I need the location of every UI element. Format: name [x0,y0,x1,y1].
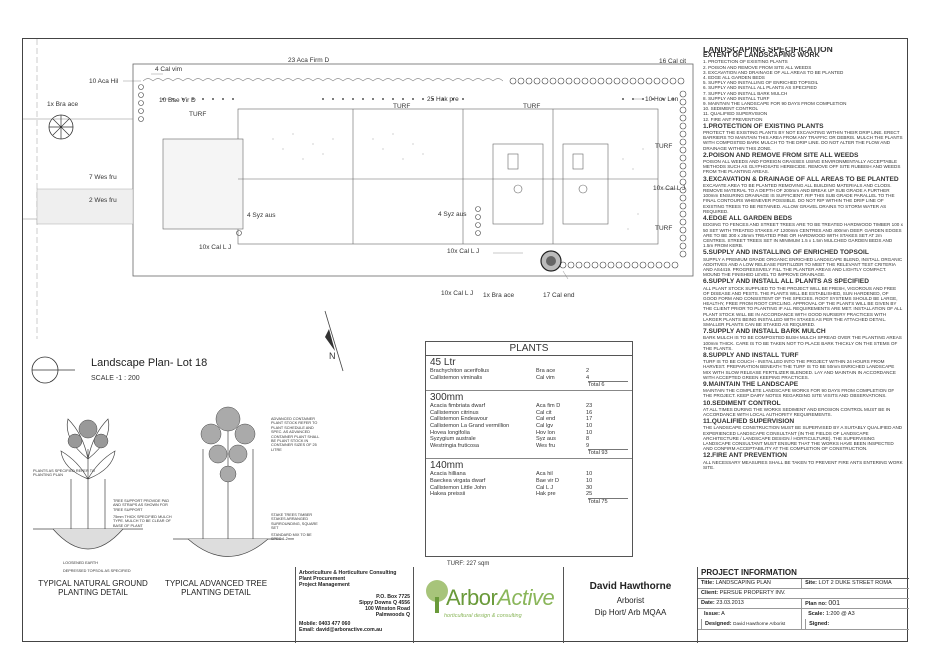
company-mobile: Mobile: 0403 477 060 [299,621,351,627]
plant-row: Westringia fruticosa Wes fru 9 [430,442,590,449]
extent-item: 8. SUPPLY AND INSTALL TURF [703,95,770,101]
extent-list [703,59,903,121]
spec-heading: 6.SUPPLY AND INSTALL ALL PLANTS AS SPECIFIED [703,278,869,286]
label-aca-hil: 10 Aca Hil [89,78,119,85]
project-row: Date: 23.03.2013 Plan no: 001 [698,599,909,609]
detail-note: DEPRESSED TOPSOIL AS SPECIFIED [63,569,131,573]
label-hov-lon: 10 Hov Lon [645,96,679,103]
detail-note: LOOSENED EARTH [63,561,98,565]
arborist-block [563,567,697,643]
spec-text: EDGING TO FENCES AND STREET TREES ARE TO BE TREATED HARDWOOD TIMBER 100 x 50 SET WITH TREATED STAKES AT 1200mm CENTRES AND 400mm DEEP. GARDEN EDGES ARE TO BE 300 x 25mm TREATED PINE OR HARDWOOD WITH STAKES SET AT 2m CENTRES. STREET TREES SET IN MINIMUM 1.5 x 1.5m MULCHED GARDEN BEDS AND 1.5m FROM KERB. [703,222,903,249]
extent-item: 3. EXCAVATION AND DRAINAGE OF ALL AREAS TO BE PLANTED [703,69,844,75]
spec-text: ALL PLANT STOCK SUPPLIED TO THE PROJECT WILL BE FRESH, VIGOROUS AND FREE OF DISEASE AND PESTS. THE PLANTS WILL BE ESTABLISHED, SUN HARDENED, OF GOOD FORM AND CONSISTENT OF THE SPECIES. ROOT SYSTEMS SHOULD BE LARGE, HEALTHY, FREE FROM ROOT CIRCLING. APPROVAL OF THE PLANTS WILL BE GIVEN BY THE CLIENT PRIOR TO PLANTING IF ALL REQUIREMENTS ARE MET. INSTALLATION OF ALL PLANT STOCK WILL BE IN ACCORDANCE WITH GOOD NURSERY PRACTICES WITH LARGER PLANTS BEING INSTALLED WITH STAKES AS PER THE ATTACHED DETAIL. SMALLER PLANTS CAN BE STAKED AS REQUIRED. [703,285,903,327]
spec-heading: 9.MAINTAIN THE LANDSCAPE [703,380,799,388]
company-line: Plant Procurement [299,576,346,582]
label-syz-aus-left: 4 Syz aus [247,212,276,219]
company-line: Arboriculture & Horticulture Consulting [299,570,397,576]
spec-text: AT ALL TIMES DURING THE WORKS SEDIMENT AND EROSION CONTROL MUST BE IN ACCORDANCE WITH LOCAL AUTHORITY REQUIREMENTS. [703,406,891,417]
plant-row: Brachychiton acerifolius Bra ace 2 [430,368,590,374]
address-line: 100 Winston Road [365,606,410,612]
label-bra-ace-left: 1x Bra ace [47,101,79,108]
detail-note: STANDARD MIX TO BE SPEC 1-2mm [271,533,312,542]
spec-title: LANDSCAPING SPECIFICATION [703,47,833,54]
extent-item: 5. SUPPLY AND INSTALLING OF ENRICHED TOPSOIL [703,80,819,86]
company-email: Email: david@arboractive.com.au [299,627,383,633]
extent-title: EXTENT OF LANDSCAPING WORK [703,52,820,60]
plant-group-45ltr [426,356,632,391]
detail-note: ADVANCED CONTAINER PLANT STOCK REFER TO PLANT SCHEDULE AND SPEC. AS ADVANCED CONTAINER PLANT SHALL BE PLANT STOCK IN CONTAINER SIZES OF 25 LITRE [271,417,320,452]
group-total: Total 6 [430,381,628,389]
company-line: Project Management [299,582,350,588]
group-total: Total 75 [430,498,628,506]
extent-item: 2. POISON AND REMOVE FROM SITE ALL WEEDS [703,64,812,70]
plan-scale: SCALE -1 : 200 [91,375,140,382]
extent-item: 9. MAINTAIN THE LANDSCAPE FOR 90 DAYS FROM COMPLETION [703,101,847,107]
extent-item: 7. SUPPLY AND INSTALL BARK MULCH [703,90,788,96]
plant-row: Callistemon Endeavour Cal end 17 [430,416,593,423]
natural-detail-caption: TYPICAL NATURAL GROUND PLANTING DETAIL [38,579,148,597]
label-syz-aus-right: 4 Syz aus [438,211,467,218]
spec-text: ALL NECESSARY MEASURES SHALL BE TAKEN TO PREVENT FIRE ANTS ENTERING WORK SITE. [703,459,903,470]
detail-note: STAKE TREES TIMBER STAKES ARRANGED SURROUNDING, SQUARE SET [271,513,318,531]
north-arrow [321,307,351,377]
label-turf: TURF [655,143,673,150]
label-turf: TURF [189,111,207,118]
spec-heading: 7.SUPPLY AND INSTALL BARK MULCH [703,328,826,336]
landscape-plan [23,39,703,339]
label-hak-pre: 25 Hak pre [427,96,459,103]
plant-row: Acacia fimbriata dwarf Aca fim D 23 [430,403,593,410]
label-bae-vir: 10 Bae Vir D [159,97,196,104]
label-cal-lj-bottom: 10x Cal L J [441,290,474,297]
extent-item: 6. SUPPLY AND INSTALL ALL PLANTS AS SPECIFIED [703,85,817,91]
project-information [697,567,909,643]
extent-item: 10. SEDIMENT CONTROL [703,106,759,112]
address-line: Palmwoods Q [375,612,410,618]
hedge-circles-top [510,78,684,84]
plant-row: Acacia hilliana Aca hil 10 [430,471,593,478]
plant-row: Hakea preissii Hak pre 25 [430,491,593,498]
spec-text: BARK MULCH IS TO BE COMPOSTED BUSH MULCH SPREAD OVER THE PLANTING AREAS 100mm THICK. CARE IS TO BE TAKEN NOT TO PLACE BARK THICKLY ON THE STEMS OF THE PLANTS. [703,335,902,351]
plant-row: Baeckea virgata dwarf Bae vir D 10 [430,477,593,484]
plant-group-300mm [426,391,632,459]
spec-text: POISON ALL WEEDS AND FOREIGN GRASSES USING ENVIRONMENTALLY ACCEPTABLE METHODS SUCH AS GLYPHOSATE HERBICIDE. REMOVE OFF SITE RUBBISH AND WEEDS FROM THE PLANTING AREAS. [703,159,901,175]
detail-note: PLANTS AS SPECIFIED REFER TO PLANTING PLAN [33,469,95,478]
landscaping-specification [703,47,903,565]
label-turf: TURF [523,103,541,110]
label-cal-lj-left: 10x Cal L J [199,244,232,251]
label-aca-firm: 23 Aca Firm D [288,57,330,64]
plant-row: Syzygium australe Syz aus 8 [430,436,590,443]
group-size: 140mm [430,460,464,472]
spec-heading: 2.POISON AND REMOVE FROM SITE ALL WEEDS [703,151,859,159]
extent-item: 1. PROTECTION OF EXISTING PLANTS [703,59,788,65]
label-turf: TURF [393,103,411,110]
spec-heading: 10.SEDIMENT CONTROL [703,399,781,407]
spec-text: MAINTAIN THE COMPLETE LANDSCAPE WORKS FOR 90 DAYS FROM COMPLETION OF THE PROJECT. KEEP DAIRY NOTES REGARDING SITE VISITS AND OBSERVATIONS. [703,388,895,399]
label-cal-vim: 4 Cal vim [155,66,183,73]
group-size: 45 Ltr [430,357,456,368]
label-cal-end: 17 Cal end [543,292,575,299]
label-wes-fru-2: 2 Wes fru [89,197,117,204]
detail-note: 75mm THICK SPECIFIED MULCH TYPE. MULCH TO BE CLEAR OF BASE OF PLANT [113,515,172,528]
tree-bra-ace-bottom [541,251,561,271]
plan-title: Landscape Plan- Lot 18 [91,357,208,369]
label-turf: TURF [655,225,673,232]
logo-block [413,567,563,643]
title-symbol [27,353,77,387]
detail-note: TREE SUPPORT PROVIDE PAD AND STRAPS AS SHOWN FOR TREE SUPPORT [113,499,170,512]
hedge-top [143,79,503,82]
arborist-quals: Dip Hort/ Arb MQAA [594,608,667,617]
group-total: Total 93 [430,449,628,457]
spec-heading: 4.EDGE ALL GARDEN BEDS [703,215,793,223]
extent-item: 12. FIRE ANT PREVENTION [703,116,763,122]
company-block [295,567,413,643]
north-label: N [329,351,336,361]
label-wes-fru-7: 7 Wes fru [89,174,117,181]
spec-text: SUPPLY A PREMIUM GRADE ORGANIC ENRICHED LANDSCAPE BLEND, INSTALL ORGANIC ADDITIVES AND A LOW RELEASE FERTILIZER TO MEET THE RELEVANT TEST CRITERIA AND AS4419. PROGRESSIVELY FILL THE PLANTER AREAS AND LIGHTLY COMPACT. MOUND THE FINISHED LEVEL TO IMPROVE DRAINAGE. [703,256,903,278]
plants-title: PLANTS [426,342,632,356]
advanced-detail-caption: TYPICAL ADVANCED TREE PLANTING DETAIL [164,579,268,597]
logo-tagline: horticultural design & consulting [444,613,522,619]
label-cal-lj-right: 10x Cal L J [653,185,686,192]
project-row: Issue: A Designed: David Hawthorne Arborist Scale: 1:200 @ A3 Signed: [698,609,909,630]
spec-heading: 5.SUPPLY AND INSTALLING OF ENRICHED TOPSOIL [703,249,869,257]
plant-row: Callistemon viminalis Cal vim 4 [430,374,590,381]
arborist-role: Arborist [616,596,645,605]
label-cal-cit: 16 Cal cit [659,58,687,65]
drawing-sheet [22,38,908,642]
spec-heading: 3.EXCAVATION & DRAINAGE OF ALL AREAS TO BE PLANTED [703,175,899,183]
plant-row: Callistemon La Grand vermillion Cal lgv 10 [430,422,593,429]
project-info-header: PROJECT INFORMATION [698,567,909,579]
address-line: Sippy Downs Q 4556 [358,600,410,606]
plant-row: Callistemon citrinus Cal cit 16 [430,409,593,416]
extent-item: 4. EDGE ALL GARDEN BEDS [703,75,765,81]
company-logo: ArborActive [446,585,555,610]
label-bra-ace-bottom: 1x Bra ace [483,292,515,299]
spec-heading: 8.SUPPLY AND INSTALL TURF [703,351,799,359]
spec-heading: 12.FIRE ANT PREVENTION [703,452,788,460]
project-row: Client: PERSUE PROPERTY INV. [698,589,909,599]
address-line: P.O. Box 7725 [376,594,410,600]
building [163,109,658,244]
arborist-name: David Hawthorne [589,581,672,592]
plant-row: Hovea longifolia Hov lon 10 [430,429,593,436]
plant-row: Callistemon Little John Cal L J 30 [430,484,593,491]
spec-heading: 1.PROTECTION OF EXISTING PLANTS [703,122,824,130]
extent-item: 11. QUALIFIED SUPERVISION [703,111,768,117]
spec-heading: 11.QUALIFIED SUPERVISION [703,418,795,426]
turf-area: TURF: 227 sqm [447,561,490,567]
spec-text: EXCAVATE AREA TO BE PLANTED REMOVING ALL BUILDING MATERIALS AND CLODS. REMOVE MATERIAL TO A DEPTH OF 200mm AND BREAK UP SUB GRADE A FURTHER 100mm ENSURING DRAINAGE IS SUFFICIENT. RIP THIS SUB GRADE PARALLEL TO THE FINAL CONTOURS WHENEVER POSSIBLE. DO NOT RIP WITHIN THE DRIP LINE OF EXISTING TREES TO BE RETAINED. ALLOW GRAVEL DRAINS TO STORM WATER AS REQUIRED. [703,182,895,214]
plants-schedule [425,341,633,557]
project-row: Title: LANDSCAPING PLAN Site: LOT 2 DUKE STREET ROMA [698,579,909,589]
plant-group-140mm [426,459,632,506]
label-cal-lj-mid: 10x Cal L J [447,248,480,255]
spec-text: THE LANDSCAPE CONSTRUCTION MUST BE SUPERVISED BY A SUITABLY QUALIFIED AND EXPERIENCED LANDSCAPE CONSULTANT (IN THE FIELDS OF LANDSCAPE ARCHITECTURE / LANDSCAPE DESIGN / HORTICULTURE). THE SUPERVISING LANDSCAPE CONSULTANT MUST ENSURE THAT THE WORKS HAVE BEEN INSPECTED AND CONFIRM ACCEPTABILITY AT THE COMPLETION OF CONSTRUCTION. [703,425,903,452]
spec-text: PROTECT THE EXISTING PLANTS BY NOT EXCAVATING WITHIN THEIR DRIP LINE. ERECT BARRIERS TO MAINTAIN THIS AREA FROM ANY TRAFFIC OR DEBRIS. MULCH THE PLANTS WITH COMPOSTED BARK MULCH TO THE DRIP LINE. DO NOT ALTER THE FLOW AND DRAINAGE WITHIN THIS ZONE. [703,130,903,151]
tree-bra-ace-left [49,115,73,139]
spec-text: TURF IS TO BE COUCH - INSTALLED INTO THE PROJECT WITHIN 24 HOURS FROM HARVEST. PREPARATION BENEATH THE TURF IS TO BE 50mm ENRICHED LANDSCAPE MIX WITH SLOW RELEASE FERTILIZER BLENDED. LAY AND MAINTAIN IN ACCORDANCE WITH ACCEPTED GREEN KEEPING PRACTICES. [703,359,896,380]
group-size: 300mm [430,392,464,404]
